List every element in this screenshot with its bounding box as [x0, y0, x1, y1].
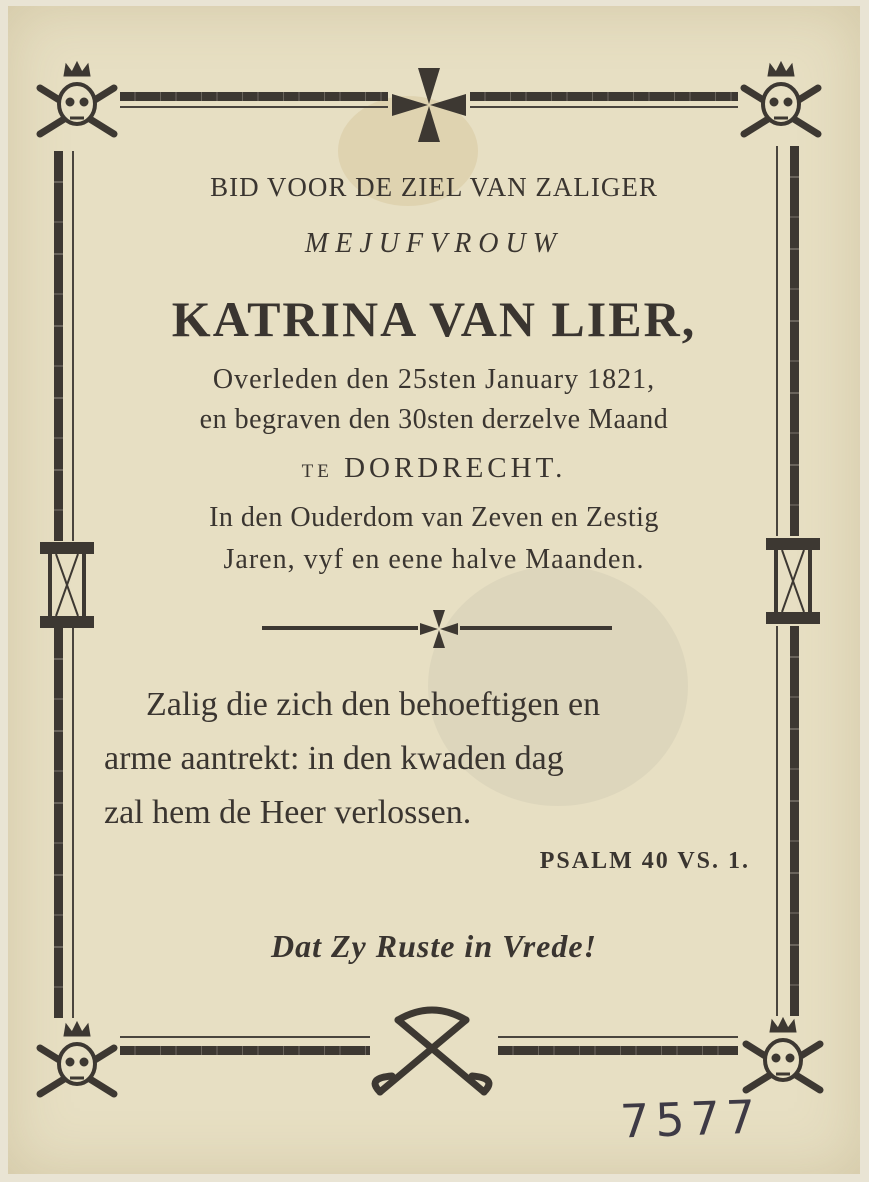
- prayer-heading: BID VOOR DE ZIEL VAN ZALIGER: [210, 172, 658, 202]
- pencil-inventory-number: 7577: [619, 1089, 762, 1149]
- bottom-border-right-thin: [498, 1036, 738, 1038]
- age-line-1: In den Ouderdom van Zeven en Zestig: [209, 502, 659, 533]
- verse-line-1: Zalig die zich den behoeftigen en: [146, 686, 601, 723]
- age-line-2: Jaren, vyf en eene halve Maanden.: [223, 544, 645, 575]
- place-prefix: TE: [301, 461, 333, 482]
- place-city: DORDRECHT.: [344, 452, 567, 484]
- bottom-border-left: [120, 1046, 370, 1055]
- top-border-right: [470, 92, 738, 101]
- divider-right: [460, 626, 612, 630]
- skull-crossbones-icon: [738, 58, 824, 148]
- psalm-reference: PSALM 40 VS. 1.: [539, 848, 750, 874]
- bottom-border-left-thin: [120, 1036, 370, 1038]
- burial-date: en begraven den 30sten derzelve Maand: [199, 404, 669, 435]
- crossed-scythes-icon: [362, 1006, 502, 1098]
- maltese-cross-icon: [388, 64, 470, 146]
- top-border-right-thin: [470, 106, 738, 108]
- skull-crossbones-icon: [34, 1018, 120, 1108]
- verse-line-3: zal hem de Heer verlossen.: [104, 794, 472, 831]
- top-border-left-thin: [120, 106, 388, 108]
- maltese-cross-icon: [418, 608, 460, 650]
- skull-crossbones-icon: [34, 58, 120, 148]
- verse-line-2: arme aantrekt: in den kwaden dag: [104, 740, 564, 777]
- divider-left: [262, 626, 418, 630]
- deceased-name: KATRINA VAN LIER,: [171, 291, 697, 347]
- bottom-border-right: [498, 1046, 738, 1055]
- title-mejufvrouw: MEJUFVROUW: [304, 228, 564, 259]
- burial-place: [8, 452, 860, 485]
- death-date: Overleden den 25sten January 1821,: [212, 364, 656, 395]
- top-border-left: [120, 92, 388, 101]
- memorial-card: [8, 6, 860, 1174]
- closing-blessing: Dat Zy Ruste in Vrede!: [270, 928, 597, 964]
